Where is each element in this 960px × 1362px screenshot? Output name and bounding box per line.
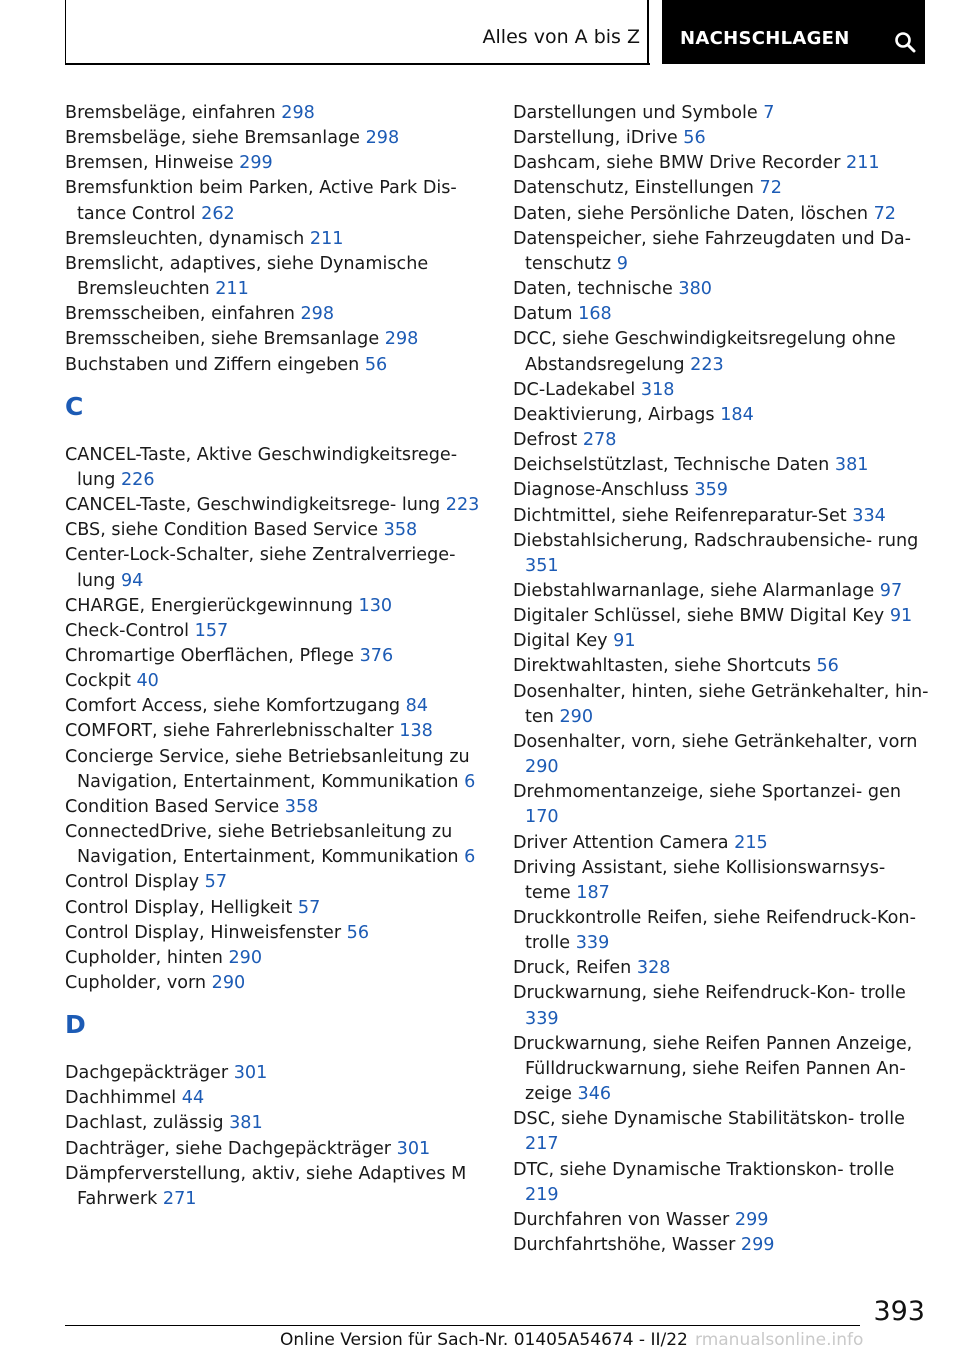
index-letter-heading: C bbox=[65, 391, 84, 421]
index-entry bbox=[513, 176, 931, 201]
index-entry bbox=[513, 730, 931, 780]
index-entry-text: Dosenhalter, vorn, siehe Getränkehalter, vorn bbox=[513, 731, 918, 752]
index-entry bbox=[65, 151, 483, 176]
page-reference-link[interactable]: 219 bbox=[525, 1184, 559, 1205]
index-column-right bbox=[513, 101, 931, 1258]
index-entry-text: Direktwahltasten, siehe Shortcuts bbox=[513, 656, 811, 677]
section-title: Alles von A bis Z bbox=[482, 26, 640, 48]
index-entry bbox=[65, 719, 483, 744]
page-reference-link[interactable]: 44 bbox=[181, 1088, 205, 1109]
index-entry bbox=[513, 1208, 931, 1233]
index-entry-text: Durchfahrtshöhe, Wasser bbox=[513, 1235, 736, 1256]
index-entry bbox=[513, 981, 931, 1031]
page-reference-link[interactable]: 380 bbox=[678, 279, 712, 300]
page-reference-link[interactable]: 223 bbox=[445, 495, 480, 516]
index-entry-text: Bremsfunktion beim Parken, Active Park Dis- tance Control bbox=[65, 178, 457, 224]
index-entry-text: Darstellungen und Symbole bbox=[513, 103, 758, 123]
index-entry-text: DTC, siehe Dynamische Traktionskon- trolle bbox=[513, 1159, 895, 1180]
index-entry bbox=[513, 403, 931, 428]
index-entry-text: Comfort Access, siehe Komfortzugang bbox=[65, 696, 401, 717]
page-reference-link[interactable]: 94 bbox=[120, 570, 144, 591]
index-entry-text: Center-Lock-Schalter, siehe Zentralverriege- lung bbox=[65, 545, 456, 591]
index-entry bbox=[65, 543, 483, 593]
page-reference-link[interactable]: 318 bbox=[640, 379, 675, 400]
page-reference-link[interactable]: 6 bbox=[464, 847, 476, 868]
index-entry bbox=[65, 327, 483, 352]
index-entry bbox=[65, 594, 483, 619]
page-reference-link[interactable]: 278 bbox=[582, 430, 617, 451]
index-entry-text: Dämpferverstellung, aktiv, siehe Adaptives M Fahrwerk bbox=[65, 1163, 467, 1209]
page-reference-link[interactable]: 223 bbox=[690, 354, 724, 375]
index-entry-text: Digitaler Schlüssel, siehe BMW Digital Key bbox=[513, 606, 885, 627]
page-reference-link[interactable]: 328 bbox=[636, 958, 671, 979]
watermark: rmanualsonline.info bbox=[695, 1330, 864, 1350]
tab-label: NACHSCHLAGEN bbox=[680, 28, 850, 49]
page-reference-link[interactable]: 211 bbox=[846, 153, 880, 174]
index-entry bbox=[513, 428, 931, 453]
index-entry-text: Druckkontrolle Reifen, siehe Reifendruck-Kon- trolle bbox=[513, 908, 916, 954]
index-entry-text: Deaktivierung, Airbags bbox=[513, 404, 715, 425]
page-reference-link[interactable]: 7 bbox=[763, 103, 775, 123]
page-reference-link[interactable]: 298 bbox=[365, 128, 400, 149]
page-reference-link[interactable]: 339 bbox=[575, 933, 610, 954]
page-reference-link[interactable]: 299 bbox=[740, 1235, 775, 1256]
index-entry bbox=[513, 1107, 931, 1157]
index-entry bbox=[513, 378, 931, 403]
index-entry-text: Diebstahlsicherung, Radschraubensiche- rung bbox=[513, 530, 919, 551]
index-entry-text: Bremsscheiben, einfahren bbox=[65, 304, 295, 325]
search-icon[interactable] bbox=[894, 31, 916, 53]
page-reference-link[interactable]: 358 bbox=[383, 520, 418, 541]
index-entry bbox=[513, 202, 931, 227]
index-entry bbox=[65, 921, 483, 946]
index-entry bbox=[513, 529, 931, 579]
index-entry-text: Daten, siehe Persönliche Daten, löschen bbox=[513, 203, 868, 224]
page-reference-link[interactable]: 301 bbox=[396, 1138, 431, 1159]
page-reference-link[interactable]: 56 bbox=[816, 656, 839, 677]
index-entry-text: Druckwarnung, siehe Reifen Pannen Anzeige, Fülldruckwarnung, siehe Reifen Pannen An- zeige bbox=[513, 1033, 913, 1105]
page-reference-link[interactable]: 6 bbox=[464, 771, 476, 792]
page-reference-link[interactable]: 91 bbox=[889, 606, 913, 627]
index-entry bbox=[65, 353, 483, 378]
index-entry-text: Drehmomentanzeige, siehe Sportanzei- gen bbox=[513, 782, 901, 803]
index-entry-text: CANCEL-Taste, Aktive Geschwindigkeitsrege- lung bbox=[65, 444, 458, 490]
index-entry-text: Dachträger, siehe Dachgepäckträger bbox=[65, 1138, 392, 1159]
index-entry bbox=[513, 227, 931, 277]
index-entry bbox=[65, 1061, 483, 1086]
index-entry bbox=[513, 579, 931, 604]
page-reference-link[interactable]: 299 bbox=[239, 153, 273, 174]
index-entry-text: CANCEL-Taste, Geschwindigkeitsrege- lung bbox=[65, 495, 441, 516]
page-reference-link[interactable]: 57 bbox=[297, 897, 321, 918]
index-entry bbox=[65, 176, 483, 226]
index-entry bbox=[513, 906, 931, 956]
page-reference-link[interactable]: 57 bbox=[204, 872, 228, 893]
index-entry-text: Cupholder, vorn bbox=[65, 973, 207, 993]
index-entry-text: Diebstahlwarnanlage, siehe Alarmanlage bbox=[513, 580, 875, 601]
index-entry-text: Dachlast, zulässig bbox=[65, 1113, 224, 1134]
page-reference-link[interactable]: 290 bbox=[228, 947, 263, 968]
index-entry-text: Condition Based Service bbox=[65, 796, 280, 817]
page-reference-link[interactable]: 187 bbox=[576, 882, 610, 903]
index-column-left bbox=[65, 101, 483, 1212]
page-reference-link[interactable]: 358 bbox=[284, 796, 319, 817]
index-entry bbox=[65, 619, 483, 644]
index-entry-text: COMFORT, siehe Fahrerlebnisschalter bbox=[65, 721, 394, 742]
page-reference-link[interactable]: 339 bbox=[525, 1008, 559, 1029]
index-entry bbox=[65, 820, 483, 870]
page-reference-link[interactable]: 381 bbox=[229, 1113, 263, 1134]
page-reference-link[interactable]: 170 bbox=[525, 807, 559, 828]
page-reference-link[interactable]: 130 bbox=[358, 595, 393, 616]
page-reference-link[interactable]: 97 bbox=[879, 580, 903, 601]
index-entry bbox=[65, 795, 483, 820]
index-entry bbox=[513, 101, 931, 126]
index-entry-text: Deichselstützlast, Technische Daten bbox=[513, 455, 830, 476]
page-number: 393 bbox=[873, 1296, 925, 1327]
page-reference-link[interactable]: 9 bbox=[616, 253, 628, 274]
index-entry bbox=[513, 604, 931, 629]
page-reference-link[interactable]: 334 bbox=[852, 505, 886, 526]
index-entry bbox=[65, 126, 483, 151]
page-reference-link[interactable]: 346 bbox=[577, 1084, 612, 1105]
index-entry bbox=[65, 101, 483, 126]
index-entry-text: Dosenhalter, hinten, siehe Getränkehalter, hin- ten bbox=[513, 681, 929, 727]
index-entry-text: Datenspeicher, siehe Fahrzeugdaten und Da- tenschutz bbox=[513, 228, 911, 274]
index-entry bbox=[513, 956, 931, 981]
tab-nachschlagen[interactable] bbox=[662, 0, 925, 64]
index-entry-text: Dachhimmel bbox=[65, 1088, 177, 1109]
index-entry-text: DCC, siehe Geschwindigkeitsregelung ohne Abstandsregelung bbox=[513, 329, 896, 375]
index-entry bbox=[65, 252, 483, 302]
page-reference-link[interactable]: 359 bbox=[694, 480, 728, 501]
index-entry-text: Bremslicht, adaptives, siehe Dynamische Bremsleuchten bbox=[65, 253, 429, 300]
header-bar bbox=[65, 0, 925, 64]
index-entry bbox=[513, 302, 931, 327]
page-reference-link[interactable]: 91 bbox=[613, 631, 636, 652]
index-entry-text: Durchfahren von Wasser bbox=[513, 1209, 730, 1230]
index-entry bbox=[513, 654, 931, 679]
index-entry bbox=[65, 493, 483, 518]
index-entry-text: CBS, siehe Condition Based Service bbox=[65, 520, 379, 541]
page-reference-link[interactable]: 290 bbox=[211, 973, 246, 993]
index-entry bbox=[513, 126, 931, 151]
page-reference-link[interactable]: 262 bbox=[201, 203, 235, 224]
page-reference-link[interactable]: 72 bbox=[873, 203, 896, 224]
index-entry-text: Control Display bbox=[65, 872, 200, 893]
index-entry-text: Darstellung, iDrive bbox=[513, 128, 678, 149]
page-reference-link[interactable]: 40 bbox=[136, 671, 159, 692]
page-reference-link[interactable]: 168 bbox=[578, 304, 612, 325]
index-letter-heading: D bbox=[65, 1010, 86, 1040]
index-entry-text: Bremsleuchten, dynamisch bbox=[65, 228, 305, 249]
page-reference-link[interactable]: 84 bbox=[405, 696, 429, 717]
index-entry bbox=[513, 151, 931, 176]
index-entry bbox=[513, 453, 931, 478]
index-entry-text: Concierge Service, siehe Betriebsanleitung zu Navigation, Entertainment, Kommunikation bbox=[65, 746, 470, 792]
index-entry bbox=[513, 1032, 931, 1107]
page-reference-link[interactable]: 56 bbox=[683, 128, 706, 149]
index-entry-text: Control Display, Hinweisfenster bbox=[65, 922, 342, 943]
index-entry bbox=[65, 227, 483, 252]
index-entry bbox=[513, 478, 931, 503]
index-entry-text: Digital Key bbox=[513, 631, 608, 652]
index-entry-text: Bremsscheiben, siehe Bremsanlage bbox=[65, 329, 380, 350]
index-entry bbox=[65, 443, 483, 493]
page-reference-link[interactable]: 72 bbox=[759, 178, 782, 199]
index-entry-text: Buchstaben und Ziffern eingeben bbox=[65, 354, 360, 375]
index-entry bbox=[65, 896, 483, 921]
index-entry-text: DSC, siehe Dynamische Stabilitätskon- trolle bbox=[513, 1109, 905, 1130]
index-entry-text: Druck, Reifen bbox=[513, 958, 632, 979]
page-reference-link[interactable]: 298 bbox=[281, 103, 315, 123]
index-entry bbox=[513, 504, 931, 529]
page-reference-link[interactable]: 271 bbox=[162, 1188, 197, 1209]
page-reference-link[interactable]: 290 bbox=[559, 706, 594, 727]
header-separator bbox=[647, 0, 649, 64]
index-entry bbox=[65, 644, 483, 669]
index-entry-text: DC-Ladekabel bbox=[513, 379, 636, 400]
page-reference-link[interactable]: 376 bbox=[359, 645, 394, 666]
index-entry bbox=[513, 1158, 931, 1208]
page-reference-link[interactable]: 301 bbox=[233, 1063, 268, 1084]
page-reference-link[interactable]: 217 bbox=[525, 1134, 559, 1155]
page-reference-link[interactable]: 138 bbox=[399, 721, 433, 742]
index-entry bbox=[513, 831, 931, 856]
page-reference-link[interactable]: 56 bbox=[364, 354, 388, 375]
index-entry-text: Bremsbeläge, siehe Bremsanlage bbox=[65, 128, 360, 149]
page-reference-link[interactable]: 215 bbox=[734, 832, 768, 853]
index-entry-text: Druckwarnung, siehe Reifendruck-Kon- trolle bbox=[513, 983, 906, 1004]
index-entry bbox=[65, 1137, 483, 1162]
page-reference-link[interactable]: 290 bbox=[525, 757, 559, 778]
index-entry-text: CHARGE, Energierückgewinnung bbox=[65, 595, 353, 616]
index-entry bbox=[513, 629, 931, 654]
index-entry-text: Chromartige Oberflächen, Pflege bbox=[65, 645, 354, 666]
index-entry-text: Cockpit bbox=[65, 671, 131, 692]
index-entry bbox=[65, 971, 483, 996]
index-entry-text: Dashcam, siehe BMW Drive Recorder bbox=[513, 153, 841, 174]
page-reference-link[interactable]: 381 bbox=[834, 455, 869, 476]
index-entry bbox=[65, 694, 483, 719]
index-entry-text: Bremsbeläge, einfahren bbox=[65, 103, 276, 123]
page-reference-link[interactable]: 226 bbox=[120, 469, 155, 490]
page-reference-link[interactable]: 211 bbox=[309, 228, 344, 249]
page-reference-link[interactable]: 299 bbox=[734, 1209, 769, 1230]
index-entry-text: Daten, technische bbox=[513, 279, 673, 300]
index-entry bbox=[513, 1233, 931, 1258]
index-entry bbox=[65, 518, 483, 543]
index-entry-text: Driving Assistant, siehe Kollisionswarnsys- teme bbox=[513, 857, 886, 903]
footer-text: Online Version für Sach-Nr. 01405A54674 - II/22 bbox=[280, 1330, 688, 1350]
index-entry bbox=[65, 745, 483, 795]
index-entry-text: Check-Control bbox=[65, 620, 190, 641]
index-entry bbox=[513, 780, 931, 830]
page-reference-link[interactable]: 298 bbox=[300, 304, 335, 325]
index-entry-text: Dachgepäckträger bbox=[65, 1063, 229, 1084]
index-entry-text: Dichtmittel, siehe Reifenreparatur-Set bbox=[513, 505, 847, 526]
index-entry bbox=[65, 302, 483, 327]
page-reference-link[interactable]: 184 bbox=[720, 404, 754, 425]
page-reference-link[interactable]: 56 bbox=[346, 922, 370, 943]
index-entry bbox=[513, 680, 931, 730]
index-entry-text: Cupholder, hinten bbox=[65, 947, 223, 968]
index-entry bbox=[513, 856, 931, 906]
header-bottom-rule bbox=[65, 63, 650, 65]
index-entry bbox=[65, 870, 483, 895]
index-entry-text: Defrost bbox=[513, 430, 578, 451]
page-reference-link[interactable]: 211 bbox=[215, 279, 249, 300]
footer-rule bbox=[65, 1325, 860, 1326]
index-entry bbox=[65, 669, 483, 694]
index-entry bbox=[65, 1086, 483, 1111]
index-entry-text: Datenschutz, Einstellungen bbox=[513, 178, 754, 199]
index-entry-text: Datum bbox=[513, 304, 573, 325]
page-reference-link[interactable]: 157 bbox=[194, 620, 229, 641]
index-entry-text: Diagnose-Anschluss bbox=[513, 480, 689, 501]
index-entry bbox=[513, 327, 931, 377]
index-entry bbox=[65, 1162, 483, 1212]
index-entry-text: Bremsen, Hinweise bbox=[65, 153, 234, 174]
page-reference-link[interactable]: 298 bbox=[384, 329, 419, 350]
index-entry-text: ConnectedDrive, siehe Betriebsanleitung zu Navigation, Entertainment, Kommunikation bbox=[65, 822, 459, 868]
page-reference-link[interactable]: 351 bbox=[525, 555, 559, 576]
index-entry-text: Driver Attention Camera bbox=[513, 832, 729, 853]
index-entry-text: Control Display, Helligkeit bbox=[65, 897, 293, 918]
index-entry bbox=[513, 277, 931, 302]
index-entry bbox=[65, 1111, 483, 1136]
index-entry bbox=[65, 946, 483, 971]
